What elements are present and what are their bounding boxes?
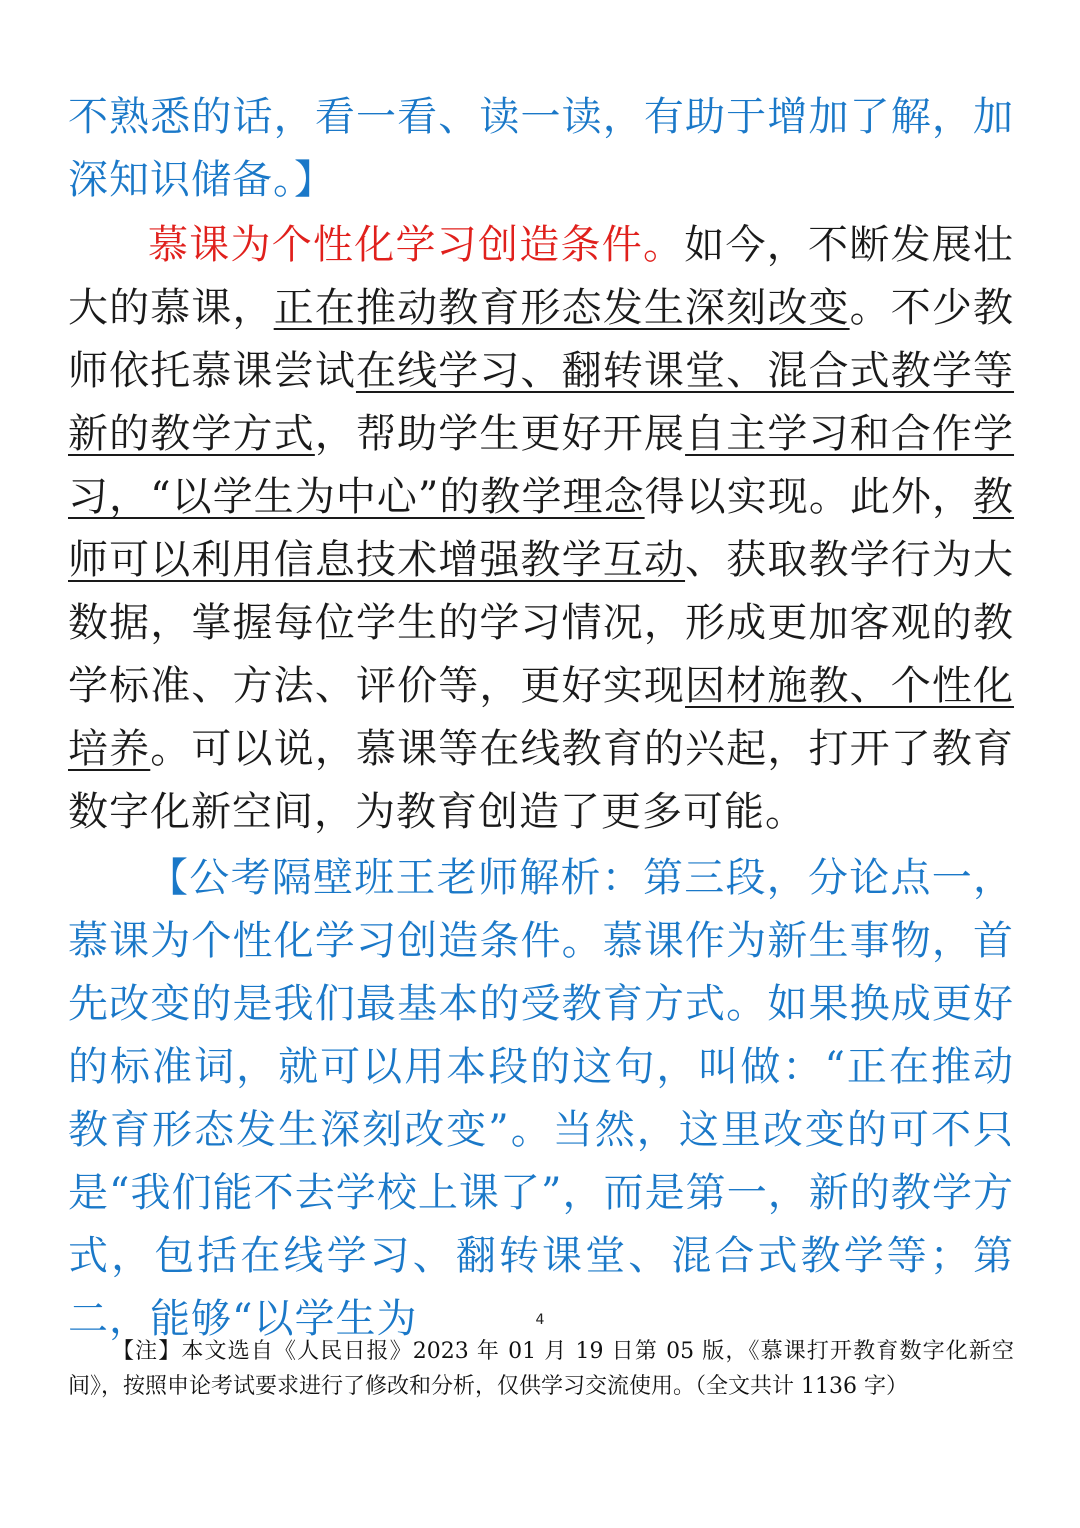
underlined-phrase: 因材施教、个性化培养 (68, 663, 1015, 772)
section-heading: 慕课为个性化学习创造条件。 (148, 222, 685, 268)
underlined-phrase: 教师可以利用信息技术增强教学互动 (68, 474, 1015, 583)
underlined-phrase: 正在推动教育形态发生深刻改变 (273, 285, 850, 331)
underlined-phrase: 在线学习、翻转课堂、混合式教学等新的教学方式 (68, 348, 1015, 457)
body-text: 。可以说，慕课等在线教育的兴起，打开了教育数字化新空间，为教育创造了更多可能。 (68, 726, 1015, 835)
analysis-text: 不熟悉的话，看一看、读一读，有助于增加了解，加深知识储备。】 (68, 94, 1014, 203)
body-paragraph (68, 214, 1014, 844)
body-text: 。不少教师依托慕课尝试 (68, 285, 1015, 394)
analysis-paragraph (68, 847, 1014, 1351)
page-number: 4 (535, 1312, 545, 1328)
body-text: 如今，不断发展壮大的慕课， (68, 222, 1014, 331)
body-text: 、获取教学行为大数据，掌握每位学生的学习情况，形成更加客观的教学标准、方法、评价等，更好实现 (68, 537, 1015, 709)
body-text: ，帮助学生更好开展 (314, 411, 686, 457)
footnote: 【注】本文选自《人民日报》2023 年 01 月 19 日第 05 版，《慕课打开教育数字化新空间》，按照申论考试要求进行了修改和分析，仅供学习交流使用。（全文共计 1136 字） (68, 1339, 1014, 1399)
analysis-text: 【公考隔壁班王老师解析：第三段，分论点一，慕课为个性化学习创造条件。慕课作为新生事物，首先改变的是我们最基本的受教育方式。如果换成更好的标准词，就可以用本段的这句，叫做：“正在推动教育形态发生深刻改变”。当然，这里改变的可不只是“我们能不去学校上课了”，而是第一，新的教学方式，包括在线学习、翻转课堂、混合式教学等；第二，能够“以学生为 (68, 855, 1014, 1342)
underlined-phrase: 自主学习和合作学习，“以学生为中心”的教学理念 (68, 411, 1015, 520)
analysis-paragraph-continued (68, 86, 1014, 212)
body-text: 得以实现。此外， (644, 474, 974, 520)
